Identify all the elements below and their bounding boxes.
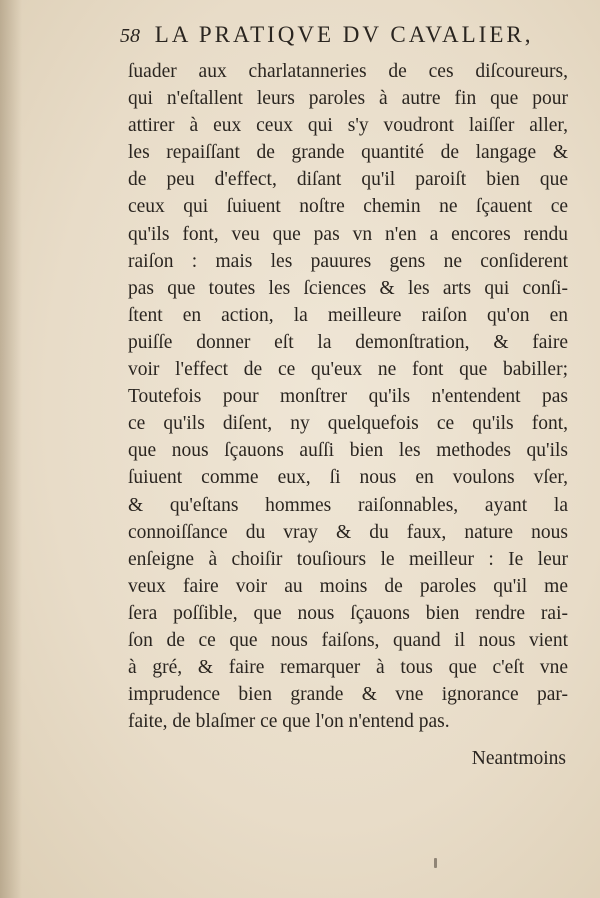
text-line: attirer à eux ceux qui s'y voudront laiſſer aller, (128, 115, 568, 137)
text-line: ſuader aux charlatanneries de ces diſcoureurs, (128, 61, 568, 82)
text-line: faite, de blaſmer ce que l'on n'entend pas. (128, 711, 450, 733)
text-line: raiſon : mais les pauures gens ne conſiderent (128, 250, 568, 272)
text-line: que nous ſçauons auſſi bien les methodes qu'ils (128, 440, 568, 462)
body-text (128, 58, 568, 735)
text-line: ceux qui ſuiuent noſtre chemin ne ſçauent ce (128, 196, 568, 218)
text-line: & qu'eſtans hommes raiſonnables, ayant la (128, 494, 568, 516)
text-line: ſon de ce que nous faiſons, quand il nous vient (128, 629, 568, 651)
text-line: veux faire voir au moins de paroles qu'il me (128, 575, 568, 597)
text-line: connoiſſance du vray & du faux, nature nous (128, 521, 568, 543)
text-line: enſeigne à choiſir touſiours le meilleur : Ie leur (128, 548, 568, 570)
text-line: les repaiſſant de grande quantité de langage & (128, 142, 568, 164)
text-line: imprudence bien grande & vne ignorance par- (128, 684, 568, 706)
text-line: voir l'effect de ce qu'eux ne font que babiller; (128, 359, 568, 381)
text-line: de peu d'effect, diſant qu'il paroiſt bien que (128, 169, 568, 191)
catchword: Neantmoins (471, 748, 566, 769)
text-line: ſuiuent comme eux, ſi nous en voulons vſer, (128, 467, 568, 489)
text-line: pas que toutes les ſciences & les arts qui conſi- (128, 277, 568, 299)
running-title: LA PRATIQVE DV CAVALIER, (154, 22, 534, 47)
text-line: qui n'eſtallent leurs paroles à autre fin que pour (128, 88, 568, 110)
text-line: ſera poſſible, que nous ſçauons bien rendre rai- (128, 602, 568, 624)
page-number: 58 (120, 25, 140, 47)
running-header (120, 22, 560, 48)
text-line: ce qu'ils diſent, ny quelquefois ce qu'ils font, (128, 413, 568, 435)
page-gutter-shadow (0, 0, 22, 898)
text-line: Toutefois pour monſtrer qu'ils n'entendent pas (128, 386, 568, 408)
text-line: à gré, & faire remarquer à tous que c'eſt vne (128, 657, 568, 679)
ink-mark (434, 858, 437, 868)
text-line: qu'ils font, veu que pas vn n'en a encores rendu (128, 223, 568, 245)
text-line: puiſſe donner eſt la demonſtration, & faire (128, 331, 568, 353)
text-line: ſtent en action, la meilleure raiſon qu'on en (128, 304, 568, 326)
